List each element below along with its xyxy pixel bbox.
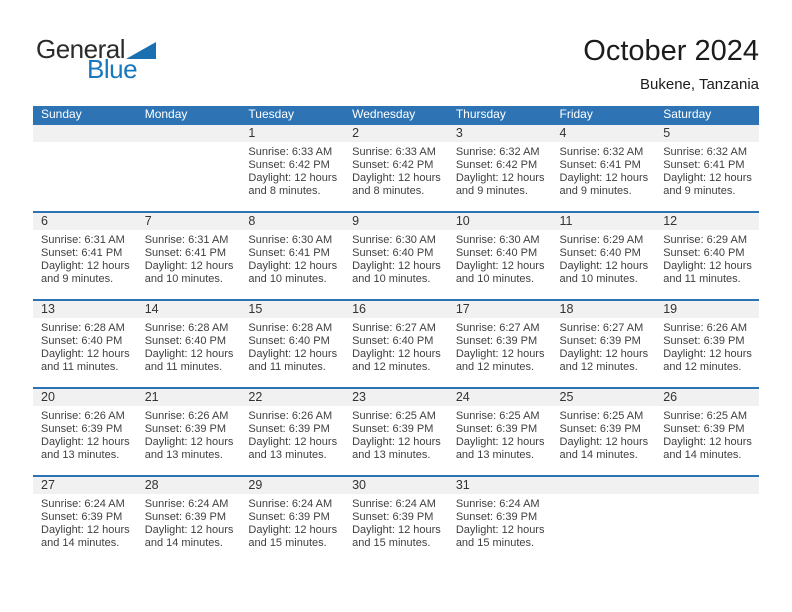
weekday-sunday: Sunday: [33, 106, 137, 124]
sunset-text: Sunset: 6:40 PM: [559, 247, 641, 259]
sunrise-text: Sunrise: 6:25 AM: [663, 410, 747, 422]
sunrise-text: Sunrise: 6:27 AM: [352, 322, 436, 334]
day-cell: [240, 388, 344, 476]
day-number: 26: [655, 389, 759, 406]
day-number: 29: [240, 477, 344, 494]
day-number: 14: [137, 301, 241, 318]
location-subtitle: Bukene, Tanzania: [640, 76, 759, 93]
sunrise-text: Sunrise: 6:26 AM: [248, 410, 333, 422]
day-details: [240, 494, 344, 550]
day-number: 28: [137, 477, 241, 494]
week-row: [33, 124, 759, 212]
daylight-text: Daylight: 12 hours and 10 minutes.: [144, 260, 234, 285]
weekday-thursday: Thursday: [448, 106, 552, 124]
daylight-text: Daylight: 12 hours and 12 minutes.: [352, 348, 441, 373]
day-number: 5: [655, 125, 759, 142]
day-details: [552, 142, 656, 198]
daylight-text: Daylight: 12 hours and 9 minutes.: [559, 172, 649, 197]
day-details: [448, 230, 552, 286]
daylight-text: Daylight: 12 hours and 11 minutes.: [248, 348, 338, 373]
sunrise-text: Sunrise: 6:27 AM: [455, 322, 540, 334]
day-number: 24: [448, 389, 552, 406]
day-cell: [552, 300, 656, 388]
day-cell: [552, 388, 656, 476]
weekday-tuesday: Tuesday: [240, 106, 344, 124]
daylight-text: Daylight: 12 hours and 8 minutes.: [352, 172, 441, 197]
day-details: [240, 406, 344, 462]
empty-day-cell: [33, 124, 137, 212]
day-cell: [448, 212, 552, 300]
day-number: 21: [137, 389, 241, 406]
sunset-text: Sunset: 6:41 PM: [663, 159, 745, 171]
empty-day-cell: [137, 124, 241, 212]
week-row: [33, 388, 759, 476]
week-row: [33, 212, 759, 300]
day-details: [33, 494, 137, 550]
sunset-text: Sunset: 6:39 PM: [144, 423, 227, 435]
day-number: [137, 125, 241, 142]
daylight-text: Daylight: 12 hours and 12 minutes.: [455, 348, 545, 373]
sunset-text: Sunset: 6:41 PM: [41, 247, 123, 259]
day-cell: [137, 388, 241, 476]
day-number: 9: [344, 213, 448, 230]
sunrise-text: Sunrise: 6:24 AM: [455, 498, 540, 510]
day-number: [552, 477, 656, 494]
sunset-text: Sunset: 6:42 PM: [455, 159, 538, 171]
day-cell: [655, 300, 759, 388]
general-blue-logo: [36, 34, 156, 84]
day-details: [552, 230, 656, 286]
calendar-body: [33, 124, 759, 564]
day-details: [137, 406, 241, 462]
day-details: [240, 142, 344, 198]
day-details: [137, 318, 241, 374]
daylight-text: Daylight: 12 hours and 9 minutes.: [663, 172, 752, 197]
day-details: [344, 142, 448, 198]
sunset-text: Sunset: 6:39 PM: [248, 511, 330, 523]
day-number: 4: [552, 125, 656, 142]
day-cell: [240, 212, 344, 300]
daylight-text: Daylight: 12 hours and 10 minutes.: [455, 260, 545, 285]
day-number: 1: [240, 125, 344, 142]
day-details: [655, 230, 759, 286]
day-details: [344, 406, 448, 462]
sunrise-text: Sunrise: 6:33 AM: [352, 146, 436, 158]
sunrise-text: Sunrise: 6:24 AM: [248, 498, 333, 510]
daylight-text: Daylight: 12 hours and 13 minutes.: [144, 436, 234, 461]
day-number: 16: [344, 301, 448, 318]
sunrise-text: Sunrise: 6:32 AM: [663, 146, 747, 158]
day-cell: [137, 476, 241, 564]
weekday-header-row: [33, 106, 759, 124]
sunset-text: Sunset: 6:39 PM: [663, 335, 745, 347]
sunset-text: Sunset: 6:40 PM: [144, 335, 227, 347]
daylight-text: Daylight: 12 hours and 12 minutes.: [663, 348, 752, 373]
daylight-text: Daylight: 12 hours and 14 minutes.: [144, 524, 234, 549]
sunrise-text: Sunrise: 6:32 AM: [455, 146, 540, 158]
day-number: 7: [137, 213, 241, 230]
day-details: [33, 318, 137, 374]
day-cell: [344, 300, 448, 388]
sunset-text: Sunset: 6:39 PM: [41, 511, 123, 523]
day-number: 6: [33, 213, 137, 230]
day-details: [344, 494, 448, 550]
sunrise-text: Sunrise: 6:25 AM: [352, 410, 436, 422]
day-cell: [33, 476, 137, 564]
day-cell: [344, 124, 448, 212]
daylight-text: Daylight: 12 hours and 13 minutes.: [248, 436, 338, 461]
sunset-text: Sunset: 6:39 PM: [559, 423, 641, 435]
daylight-text: Daylight: 12 hours and 14 minutes.: [41, 524, 130, 549]
day-details: [448, 142, 552, 198]
sunset-text: Sunset: 6:39 PM: [455, 423, 538, 435]
sunset-text: Sunset: 6:41 PM: [248, 247, 330, 259]
sunrise-text: Sunrise: 6:31 AM: [41, 234, 125, 246]
sunrise-text: Sunrise: 6:32 AM: [559, 146, 644, 158]
sunrise-text: Sunrise: 6:29 AM: [559, 234, 644, 246]
day-details: [240, 318, 344, 374]
title-block: [583, 36, 759, 93]
sunrise-text: Sunrise: 6:26 AM: [144, 410, 229, 422]
sunset-text: Sunset: 6:40 PM: [248, 335, 330, 347]
day-details: [552, 318, 656, 374]
day-details: [448, 406, 552, 462]
daylight-text: Daylight: 12 hours and 10 minutes.: [248, 260, 338, 285]
sunset-text: Sunset: 6:39 PM: [144, 511, 227, 523]
day-cell: [552, 212, 656, 300]
day-cell: [655, 388, 759, 476]
day-number: 18: [552, 301, 656, 318]
sunset-text: Sunset: 6:39 PM: [663, 423, 745, 435]
daylight-text: Daylight: 12 hours and 15 minutes.: [352, 524, 441, 549]
day-number: 10: [448, 213, 552, 230]
day-details: [448, 318, 552, 374]
daylight-text: Daylight: 12 hours and 15 minutes.: [248, 524, 338, 549]
day-details: [240, 230, 344, 286]
sunrise-text: Sunrise: 6:25 AM: [559, 410, 644, 422]
day-details: [344, 318, 448, 374]
sunset-text: Sunset: 6:39 PM: [559, 335, 641, 347]
sunrise-text: Sunrise: 6:27 AM: [559, 322, 644, 334]
day-details: [655, 406, 759, 462]
day-number: 2: [344, 125, 448, 142]
calendar-table: [33, 106, 759, 564]
sunrise-text: Sunrise: 6:26 AM: [663, 322, 747, 334]
daylight-text: Daylight: 12 hours and 12 minutes.: [559, 348, 649, 373]
sunset-text: Sunset: 6:40 PM: [41, 335, 123, 347]
daylight-text: Daylight: 12 hours and 13 minutes.: [41, 436, 130, 461]
day-details: [655, 318, 759, 374]
weekday-monday: Monday: [137, 106, 241, 124]
day-cell: [33, 212, 137, 300]
daylight-text: Daylight: 12 hours and 13 minutes.: [455, 436, 545, 461]
day-cell: [448, 388, 552, 476]
sunset-text: Sunset: 6:42 PM: [352, 159, 434, 171]
sunset-text: Sunset: 6:39 PM: [248, 423, 330, 435]
day-number: 19: [655, 301, 759, 318]
sunrise-text: Sunrise: 6:33 AM: [248, 146, 333, 158]
sunset-text: Sunset: 6:39 PM: [41, 423, 123, 435]
sunrise-text: Sunrise: 6:25 AM: [455, 410, 540, 422]
day-cell: [33, 388, 137, 476]
day-number: 30: [344, 477, 448, 494]
daylight-text: Daylight: 12 hours and 14 minutes.: [559, 436, 649, 461]
day-cell: [655, 124, 759, 212]
day-cell: [655, 212, 759, 300]
day-details: [552, 406, 656, 462]
day-cell: [344, 476, 448, 564]
day-cell: [448, 476, 552, 564]
daylight-text: Daylight: 12 hours and 10 minutes.: [352, 260, 441, 285]
day-cell: [240, 476, 344, 564]
daylight-text: Daylight: 12 hours and 11 minutes.: [663, 260, 752, 285]
day-number: 3: [448, 125, 552, 142]
sunset-text: Sunset: 6:40 PM: [455, 247, 538, 259]
sunset-text: Sunset: 6:39 PM: [352, 423, 434, 435]
week-row: [33, 300, 759, 388]
day-number: 23: [344, 389, 448, 406]
day-number: 20: [33, 389, 137, 406]
day-cell: [344, 388, 448, 476]
day-number: 13: [33, 301, 137, 318]
day-number: 11: [552, 213, 656, 230]
day-cell: [240, 124, 344, 212]
day-number: [655, 477, 759, 494]
day-details: [137, 494, 241, 550]
weekday-friday: Friday: [552, 106, 656, 124]
day-number: 17: [448, 301, 552, 318]
logo-text-general: General: [36, 34, 125, 64]
sunrise-text: Sunrise: 6:24 AM: [352, 498, 436, 510]
sunset-text: Sunset: 6:39 PM: [352, 511, 434, 523]
day-cell: [552, 124, 656, 212]
daylight-text: Daylight: 12 hours and 13 minutes.: [352, 436, 441, 461]
day-cell: [137, 300, 241, 388]
empty-day-cell: [552, 476, 656, 564]
day-number: 25: [552, 389, 656, 406]
sunrise-text: Sunrise: 6:31 AM: [144, 234, 229, 246]
sunset-text: Sunset: 6:41 PM: [559, 159, 641, 171]
day-number: 8: [240, 213, 344, 230]
day-cell: [448, 124, 552, 212]
daylight-text: Daylight: 12 hours and 14 minutes.: [663, 436, 752, 461]
sunrise-text: Sunrise: 6:30 AM: [455, 234, 540, 246]
day-details: [655, 142, 759, 198]
sunset-text: Sunset: 6:40 PM: [663, 247, 745, 259]
day-cell: [137, 212, 241, 300]
day-number: 31: [448, 477, 552, 494]
sunrise-text: Sunrise: 6:28 AM: [248, 322, 333, 334]
week-row: [33, 476, 759, 564]
day-cell: [240, 300, 344, 388]
logo-text-blue: Blue: [87, 54, 138, 84]
sunrise-text: Sunrise: 6:28 AM: [41, 322, 125, 334]
daylight-text: Daylight: 12 hours and 15 minutes.: [455, 524, 545, 549]
daylight-text: Daylight: 12 hours and 11 minutes.: [41, 348, 130, 373]
daylight-text: Daylight: 12 hours and 9 minutes.: [41, 260, 130, 285]
sunrise-text: Sunrise: 6:29 AM: [663, 234, 747, 246]
sunrise-text: Sunrise: 6:28 AM: [144, 322, 229, 334]
day-number: 12: [655, 213, 759, 230]
daylight-text: Daylight: 12 hours and 9 minutes.: [455, 172, 545, 197]
month-title: October 2024: [583, 35, 759, 67]
day-number: 15: [240, 301, 344, 318]
sunrise-text: Sunrise: 6:30 AM: [352, 234, 436, 246]
day-details: [33, 406, 137, 462]
daylight-text: Daylight: 12 hours and 11 minutes.: [144, 348, 234, 373]
sunset-text: Sunset: 6:42 PM: [248, 159, 330, 171]
sunset-text: Sunset: 6:41 PM: [144, 247, 227, 259]
day-number: 27: [33, 477, 137, 494]
day-details: [137, 230, 241, 286]
sunrise-text: Sunrise: 6:24 AM: [144, 498, 229, 510]
day-cell: [33, 300, 137, 388]
daylight-text: Daylight: 12 hours and 8 minutes.: [248, 172, 338, 197]
sunset-text: Sunset: 6:40 PM: [352, 247, 434, 259]
daylight-text: Daylight: 12 hours and 10 minutes.: [559, 260, 649, 285]
weekday-saturday: Saturday: [655, 106, 759, 124]
sunset-text: Sunset: 6:39 PM: [455, 335, 538, 347]
empty-day-cell: [655, 476, 759, 564]
day-cell: [448, 300, 552, 388]
day-details: [344, 230, 448, 286]
sunrise-text: Sunrise: 6:26 AM: [41, 410, 125, 422]
sunset-text: Sunset: 6:39 PM: [455, 511, 538, 523]
weekday-wednesday: Wednesday: [344, 106, 448, 124]
day-number: [33, 125, 137, 142]
sunset-text: Sunset: 6:40 PM: [352, 335, 434, 347]
day-details: [33, 230, 137, 286]
sunrise-text: Sunrise: 6:24 AM: [41, 498, 125, 510]
sunrise-text: Sunrise: 6:30 AM: [248, 234, 333, 246]
day-cell: [344, 212, 448, 300]
day-number: 22: [240, 389, 344, 406]
day-details: [448, 494, 552, 550]
